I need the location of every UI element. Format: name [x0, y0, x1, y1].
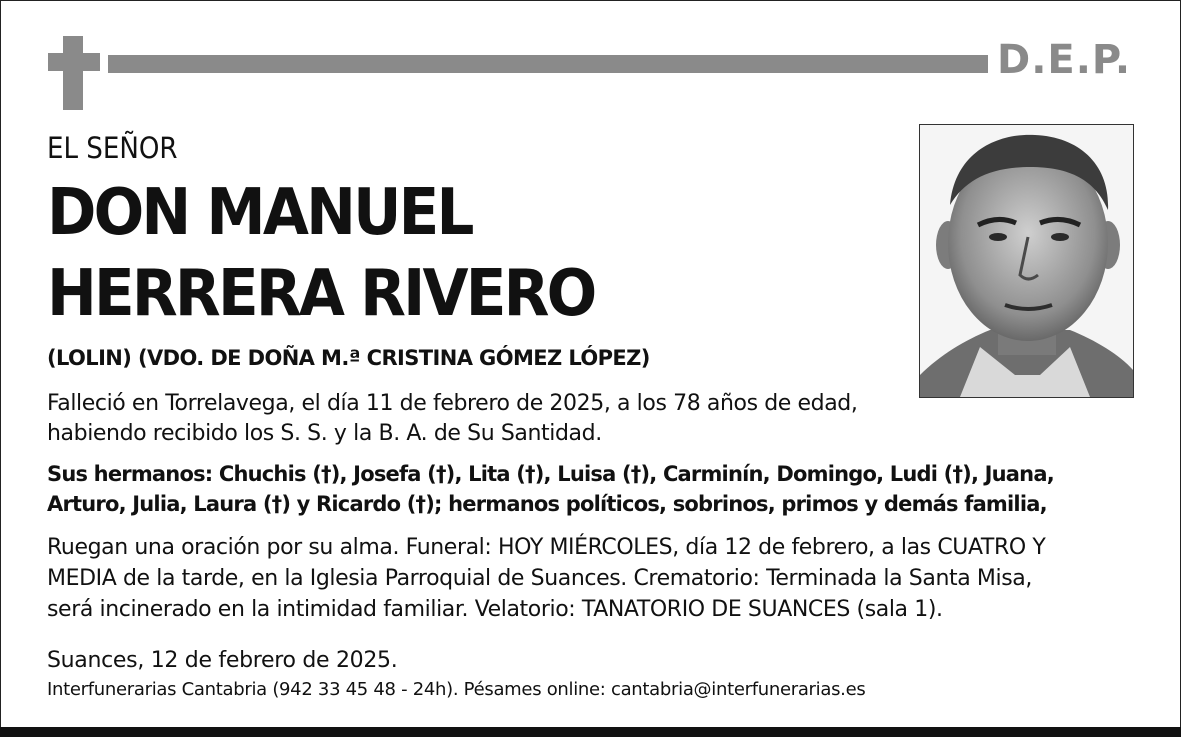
- family-line-2: Arturo, Julia, Laura (†) y Ricardo (†); hermanos políticos, sobrinos, primos y demás familia,: [47, 492, 1047, 516]
- funeral-home-contact: Interfunerarias Cantabria (942 33 45 48 - 24h). Pésames online: cantabria@interfunerarias.es: [47, 679, 866, 700]
- place-date: Suances, 12 de febrero de 2025.: [47, 648, 398, 673]
- service-line-1: Ruegan una oración por su alma. Funeral: HOY MIÉRCOLES, día 12 de febrero, a las CUATRO Y: [47, 535, 1046, 560]
- family-line-1: Sus hermanos: Chuchis (†), Josefa (†), Lita (†), Luisa (†), Carminín, Domingo, Ludi (†), Juana,: [47, 462, 1054, 486]
- cross-icon: [48, 36, 100, 110]
- deceased-name-line-1: DON MANUEL: [47, 176, 472, 250]
- service-line-2: MEDIA de la tarde, en la Iglesia Parroquial de Suances. Crematorio: Terminada la Santa Misa,: [47, 566, 1032, 591]
- bottom-bar: [0, 727, 1181, 737]
- service-line-3: será incinerado en la intimidad familiar. Velatorio: TANATORIO DE SUANCES (sala 1).: [47, 597, 943, 622]
- death-details-line-1: Falleció en Torrelavega, el día 11 de febrero de 2025, a los 78 años de edad,: [47, 391, 858, 416]
- portrait-photo: [919, 124, 1134, 398]
- dep-mark: D.E.P.: [997, 37, 1132, 83]
- death-details-line-2: habiendo recibido los S. S. y la B. A. de Su Santidad.: [47, 421, 602, 446]
- deceased-subtitle: (LOLIN) (VDO. DE DOÑA M.ª CRISTINA GÓMEZ LÓPEZ): [47, 346, 650, 370]
- deceased-name-line-2: HERRERA RIVERO: [47, 257, 595, 331]
- honorific: EL SEÑOR: [47, 131, 178, 165]
- header-rule: [108, 55, 988, 73]
